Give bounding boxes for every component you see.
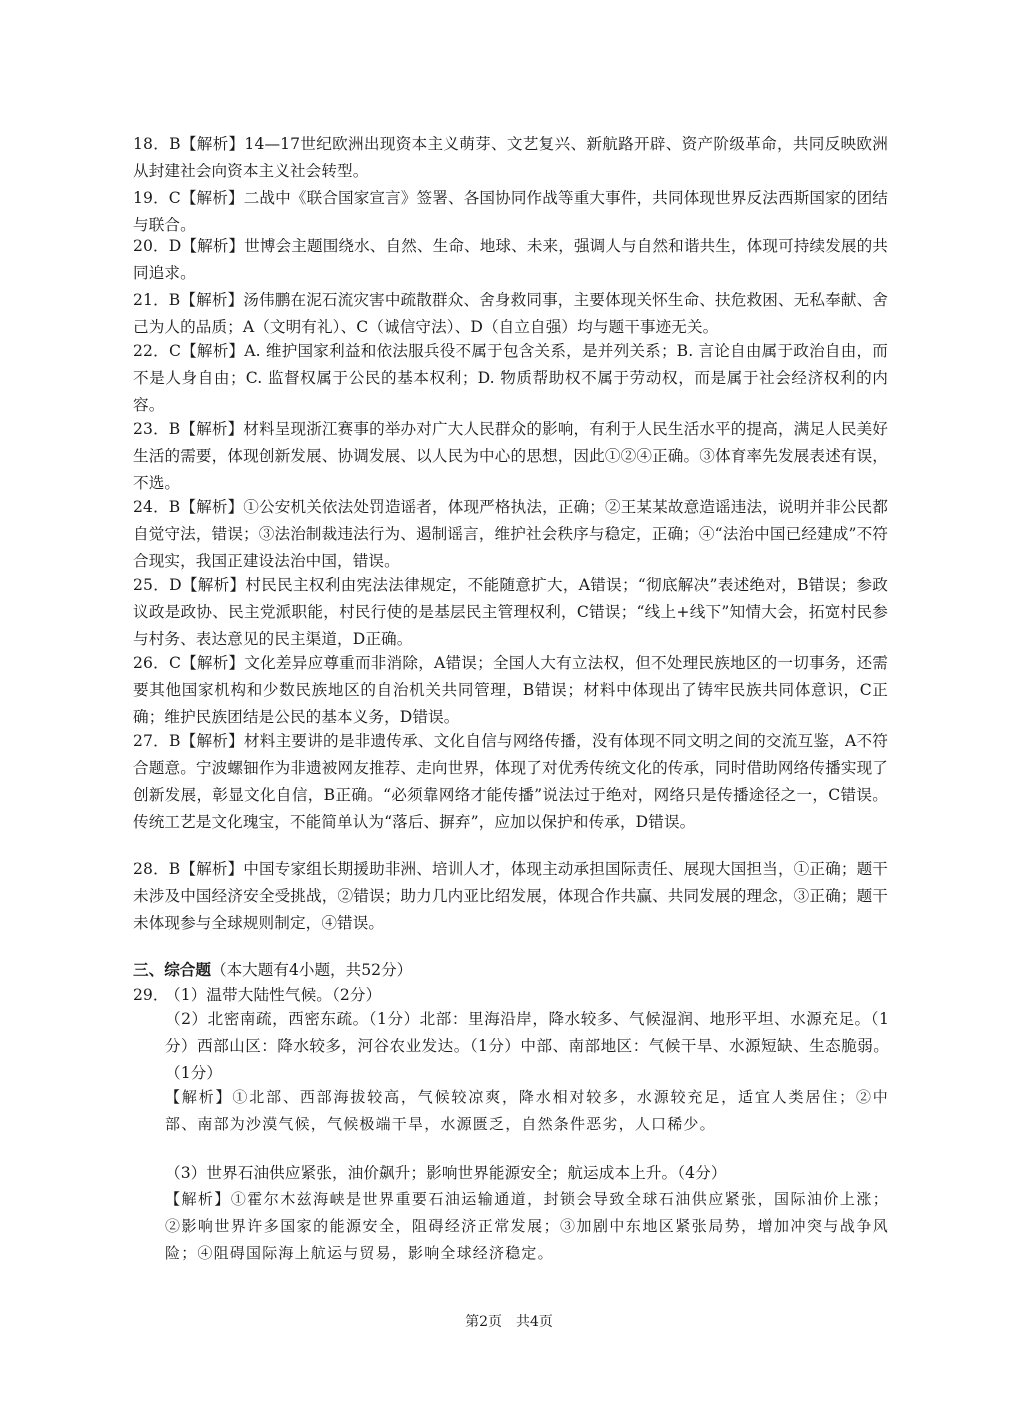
q29-number: 29． <box>133 986 169 1004</box>
answer-23: 23．B【解析】材料呈现浙江赛事的举办对广大人民群众的影响，有利于人民生活水平的提高，满足人民美好生活的需要，体现创新发展、协调发展、以人民为中心的思想，因此①②④正确。③体育率先发展表述有误，不选。 <box>133 420 888 492</box>
answer-21: 21．B【解析】汤伟鹏在泥石流灾害中疏散群众、舍身救同事，主要体现关怀生命、扶危救困、无私奉献、舍己为人的品质；A（文明有礼）、C（诚信守法）、D（自立自强）均与题干事迹无关。 <box>133 291 888 336</box>
q29-part3: （3）世界石油供应紧张，油价飙升；影响世界能源安全；航运成本上升。（4分） <box>165 1164 727 1182</box>
answer-28: 28．B【解析】中国专家组长期援助非洲、培训人才，体现主动承担国际责任、展现大国担当，①正确；题干未涉及中国经济安全受挑战，②错误；助力几内亚比绍发展，体现合作共赢、共同发展的理念，③正确；题干未体现参与全球规则制定，④错误。 <box>133 860 888 932</box>
answer-19: 19．C【解析】二战中《联合国家宣言》签署、各国协同作战等重大事件，共同体现世界反法西斯国家的团结与联合。 <box>133 189 888 234</box>
q29-analysis-2: 【解析】①北部、西部海拔较高，气候较凉爽，降水相对较多，水源较充足，适宜人类居住；②中部、南部为沙漠气候，气候极端干旱，水源匮乏，自然条件恶劣，人口稀少。 <box>165 1088 889 1133</box>
q29-part1: （1）温带大陆性气候。（2分） <box>165 986 382 1004</box>
section-3-note: （本大题有4小题，共52分） <box>210 961 413 979</box>
q29-analysis-3: 【解析】①霍尔木兹海峡是世界重要石油运输通道，封锁会导致全球石油供应紧张，国际油价上涨；②影响世界许多国家的能源安全，阻碍经济正常发展；③加剧中东地区紧张局势，增加冲突与战争风险；④阻碍国际海上航运与贸易，影响全球经济稳定。 <box>165 1190 889 1262</box>
answer-26: 26．C【解析】文化差异应尊重而非消除，A错误；全国人大有立法权，但不处理民族地区的一切事务，还需要其他国家机构和少数民族地区的自治机关共同管理，B错误；材料中体现出了铸牢民族共同体意识，C正确；维护民族团结是公民的基本义务，D错误。 <box>133 654 888 726</box>
answer-22: 22．C【解析】A. 维护国家利益和依法服兵役不属于包含关系，是并列关系；B. 言论自由属于政治自由，而不是人身自由；C. 监督权属于公民的基本权利；D. 物质帮助权不属于劳动权，而是属于社会经济权利的内容。 <box>133 342 888 414</box>
page-footer: 第2页 共4页 <box>465 1314 553 1330</box>
answer-20: 20．D【解析】世博会主题围绕水、自然、生命、地球、未来，强调人与自然和谐共生，体现可持续发展的共同追求。 <box>133 237 888 282</box>
answer-25: 25．D【解析】村民民主权利由宪法法律规定，不能随意扩大，A错误；“彻底解决”表述绝对，B错误；参政议政是政协、民主党派职能，村民行使的是基层民主管理权利，C错误；“线上+线下”知情大会，拓宽村民参与村务、表达意见的民主渠道，D正确。 <box>133 576 888 648</box>
section-3-heading <box>133 957 888 984</box>
answer-18: 18．B【解析】14—17世纪欧洲出现资本主义萌芽、文艺复兴、新航路开辟、资产阶级革命，共同反映欧洲从封建社会向资本主义社会转型。 <box>133 135 888 180</box>
q29-part2: （2）北密南疏，西密东疏。（1分）北部：里海沿岸，降水较多、气候湿润、地形平坦、水源充足。（1分）西部山区：降水较多，河谷农业发达。（1分）中部、南部地区：气候干旱、水源短缺、生态脆弱。（1分） <box>165 1010 889 1082</box>
section-3-title: 三、综合题 <box>133 961 211 979</box>
answer-24: 24．B【解析】①公安机关依法处罚造谣者，体现严格执法，正确；②王某某故意造谣违法，说明并非公民都自觉守法，错误；③法治制裁违法行为、遏制谣言，维护社会秩序与稳定，正确；④“法治中国已经建成”不符合现实，我国正建设法治中国，错误。 <box>133 498 888 570</box>
answer-27: 27．B【解析】材料主要讲的是非遗传承、文化自信与网络传播，没有体现不同文明之间的交流互鉴，A不符合题意。宁波螺钿作为非遗被网友推荐、走向世界，体现了对优秀传统文化的传承，同时借助网络传播实现了创新发展，彰显文化自信，B正确。“必须靠网络才能传播”说法过于绝对，网络只是传播途径之一，C错误。传统工艺是文化瑰宝，不能简单认为“落后、摒弃”，应加以保护和传承，D错误。 <box>133 732 888 831</box>
